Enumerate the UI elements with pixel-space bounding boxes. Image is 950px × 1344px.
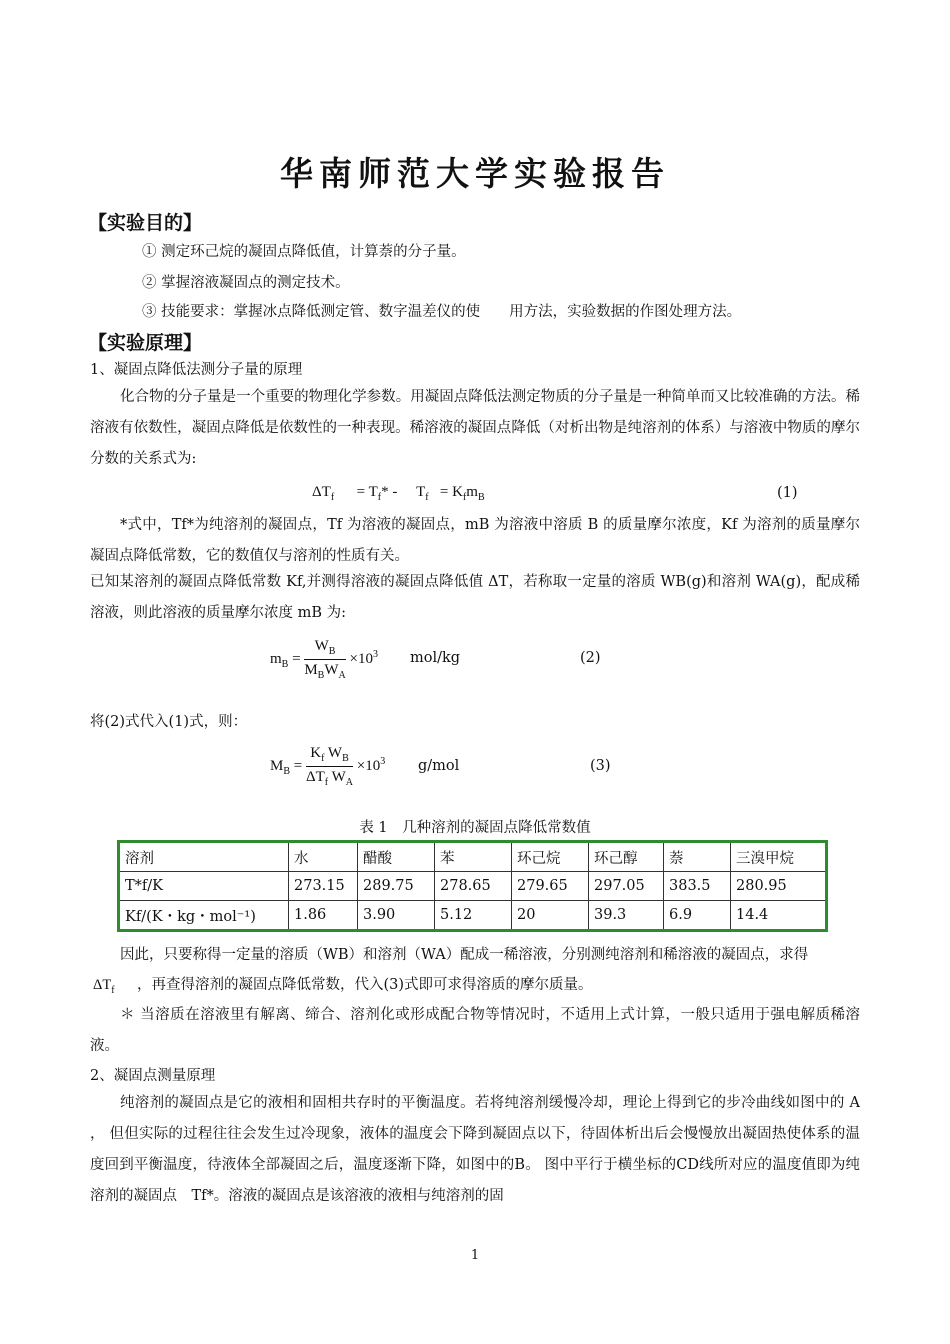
table-caption: 表 1 几种溶剂的凝固点降低常数值 [359, 820, 591, 836]
section-heading-principle: 【实验原理】 [88, 332, 203, 354]
paragraph: 将(2)式代入(1)式，则： [90, 714, 248, 730]
equation-3: $M_B$ = $\frac{K_f W_B}{\Delta T_f W_A}$ $\times 10^3$ [270, 745, 386, 788]
table-cell: 273.15 [289, 872, 358, 901]
table-row [119, 901, 827, 931]
subsection-heading: 1、凝固点降低法测分子量的原理 [90, 362, 303, 378]
table-cell: 289.75 [358, 872, 435, 901]
equation-unit: g/mol [418, 758, 460, 774]
table-cell: 6.9 [664, 901, 731, 931]
equation-2: $m_B$ = $\frac{W_B}{M_BW_A}$ $\times 10^3$ [270, 638, 378, 681]
table-cell: 5.12 [435, 901, 512, 931]
table-cell: 39.3 [589, 901, 664, 931]
paragraph: 已知某溶剂的凝固点降低常数 Kf,并测得溶液的凝固点降低值 ΔT，若称取一定量的溶质 WB(g)和溶剂 WA(g)，配成稀溶液，则此溶液的质量摩尔浓度 mB 为: [90, 574, 860, 621]
purpose-item: ② 掌握溶液凝固点的测定技术。 [142, 275, 350, 291]
table-cell: 278.65 [435, 872, 512, 901]
table-cell: 醋酸 [358, 842, 435, 872]
page-title: 华南师范大学实验报告 [280, 154, 670, 193]
delta-tf-symbol: $\Delta T_f$ [93, 977, 115, 996]
table-cell: 1.86 [289, 901, 358, 931]
table-cell: 苯 [435, 842, 512, 872]
table-cell: 280.95 [731, 872, 827, 901]
paragraph: ，再查得溶剂的凝固点降低常数，代入(3)式即可求得溶质的摩尔质量。 [137, 977, 593, 993]
table-cell: 环己醇 [589, 842, 664, 872]
table-cell: 萘 [664, 842, 731, 872]
paragraph: 纯溶剂的凝固点是它的液相和固相共存时的平衡温度。若将纯溶剂缓慢冷却，理论上得到它的步冷曲线如图中的 A ， 但但实际的过程往往会发生过冷现象，液体的温度会下降到凝固点以下，待固体析出后会慢慢放出凝固热使体系的温度回到平衡温度，待液体全部凝固之后，温度逐渐下降，如图中的B。 图中平行于横坐标的CD线所对应的温度值即为纯溶剂的凝固点 Tf*。溶液的凝固点是该溶液的液相与纯溶剂的固 [90, 1095, 860, 1204]
equation-unit: mol/kg [410, 650, 461, 666]
table-cell: 水 [289, 842, 358, 872]
table-cell: 3.90 [358, 901, 435, 931]
equation-1: $\Delta T_f$ = $T_f*$ - $T_f = K_fm_B$ [312, 484, 485, 503]
equation-number: (3) [590, 758, 611, 774]
paragraph: ＊ 当溶质在溶液里有解离、缔合、溶剂化或形成配合物等情况时，不适用上式计算，一般只适用于强电解质稀溶液。 [90, 1007, 860, 1054]
table-row [119, 872, 827, 901]
paragraph: 因此，只要称得一定量的溶质（WB）和溶剂（WA）配成一稀溶液，分别测纯溶剂和稀溶液的凝固点，求得 [120, 947, 809, 963]
paragraph: *式中，Tf*为纯溶剂的凝固点，Tf 为溶液的凝固点，mB 为溶液中溶质 B 的质量摩尔浓度，Kf 为溶剂的质量摩尔凝固点降低常数，它的数值仅与溶剂的性质有关。 [90, 517, 860, 564]
table-cell: T*f/K [119, 872, 289, 901]
table-row [119, 842, 827, 872]
equation-number: (2) [580, 650, 601, 666]
table-cell: 14.4 [731, 901, 827, 931]
table-cell: 溶剂 [119, 842, 289, 872]
purpose-item: ③ 技能要求：掌握冰点降低测定管、数字温差仪的使 用方法，实验数据的作图处理方法。 [142, 304, 742, 320]
table-cell: 环己烷 [512, 842, 589, 872]
table-cell: 383.5 [664, 872, 731, 901]
paragraph: 化合物的分子量是一个重要的物理化学参数。用凝固点降低法测定物质的分子量是一种简单而又比较准确的方法。稀溶液有依数性，凝固点降低是依数性的一种表现。稀溶液的凝固点降低（对析出物是纯溶剂的体系）与溶液中物质的摩尔分数的关系式为: [90, 389, 860, 467]
subsection-heading: 2、凝固点测量原理 [90, 1068, 216, 1084]
section-heading-purpose: 【实验目的】 [88, 212, 203, 234]
table-cell: 20 [512, 901, 589, 931]
equation-number: (1) [777, 485, 798, 501]
table-cell: 279.65 [512, 872, 589, 901]
table-cell: 297.05 [589, 872, 664, 901]
purpose-item: ① 测定环己烷的凝固点降低值，计算萘的分子量。 [142, 244, 466, 260]
table-cell: 三溴甲烷 [731, 842, 827, 872]
table-cell: Kf/(K・kg・mol⁻¹) [119, 901, 289, 931]
page-number: 1 [470, 1248, 480, 1263]
freezing-constant-table [117, 840, 828, 932]
